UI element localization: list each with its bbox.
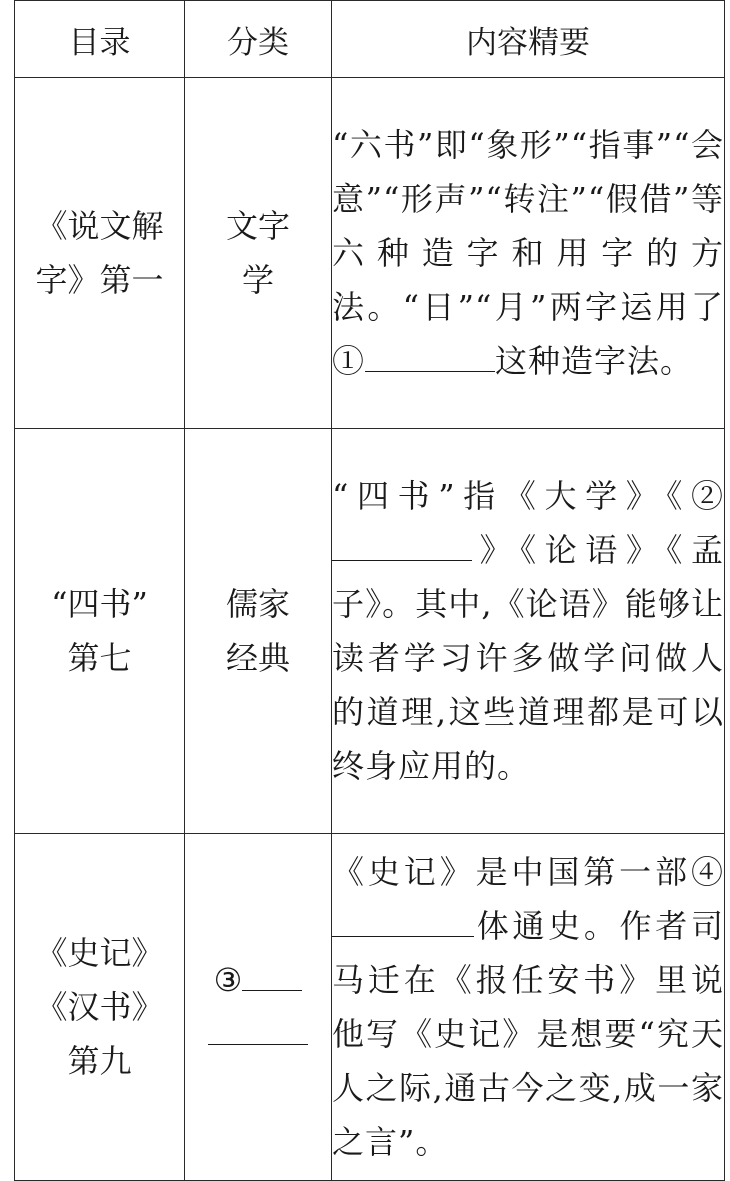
catalog-line: 《汉书》 — [35, 988, 164, 1026]
content-text: 这种造字法。 — [495, 342, 694, 380]
blank-marker: ④ — [690, 853, 724, 891]
category-line — [185, 1007, 331, 1061]
content-text: “四书”指《大学》《 — [332, 477, 691, 515]
catalog-line: 第九 — [67, 1042, 132, 1080]
catalog-line: 《史记》 — [35, 934, 164, 972]
catalog-line: 第七 — [67, 639, 132, 677]
blank-marker: ① — [332, 342, 366, 380]
header-content: 内容精要 — [332, 1, 725, 78]
category-cell — [185, 78, 332, 429]
content-cell — [332, 78, 725, 429]
answer-blank-3-continued[interactable] — [208, 1008, 308, 1045]
table-row — [15, 834, 725, 1181]
category-line — [185, 953, 331, 1007]
catalog-cell — [15, 429, 185, 834]
answer-blank-3[interactable] — [242, 954, 302, 991]
header-row — [15, 1, 725, 78]
blank-marker: ③ — [213, 961, 243, 999]
content-cell — [332, 429, 725, 834]
header-category: 分类 — [185, 1, 332, 78]
catalog-line: 字》第一 — [35, 261, 164, 299]
catalog-line: “四书” — [51, 585, 148, 623]
category-line: 经典 — [225, 639, 290, 677]
table-row — [15, 429, 725, 834]
catalog-cell — [15, 78, 185, 429]
content-text: 》《论语》《孟子》。其中,《论语》能够让读者学习许多做学问做人的道理,这些道理都是可以终身应用的。 — [332, 531, 724, 785]
content-text: 体通史。作者司马迁在《报任安书》里说他写《史记》是想要“究天人之际,通古今之变,成一家之言”。 — [332, 907, 724, 1161]
category-line: 儒家 — [225, 585, 290, 623]
catalog-table — [14, 0, 725, 1181]
category-line: 文字 — [225, 207, 290, 245]
table-row — [15, 78, 725, 429]
answer-blank-4[interactable] — [332, 900, 474, 937]
header-catalog: 目录 — [15, 1, 185, 78]
category-line: 学 — [241, 261, 274, 299]
answer-blank-2[interactable] — [332, 524, 472, 561]
content-cell — [332, 834, 725, 1181]
blank-marker: ② — [690, 477, 724, 515]
catalog-line: 《说文解 — [35, 207, 164, 245]
category-cell — [185, 834, 332, 1181]
content-text: “六书”即“象形”“指事”“会意”“形声”“转注”“假借”等六种造字和用字的方法。“日”“月”两字运用了 — [332, 126, 724, 326]
answer-blank-1[interactable] — [365, 335, 495, 372]
category-cell — [185, 429, 332, 834]
catalog-cell — [15, 834, 185, 1181]
content-text: 《史记》是中国第一部 — [332, 853, 691, 891]
